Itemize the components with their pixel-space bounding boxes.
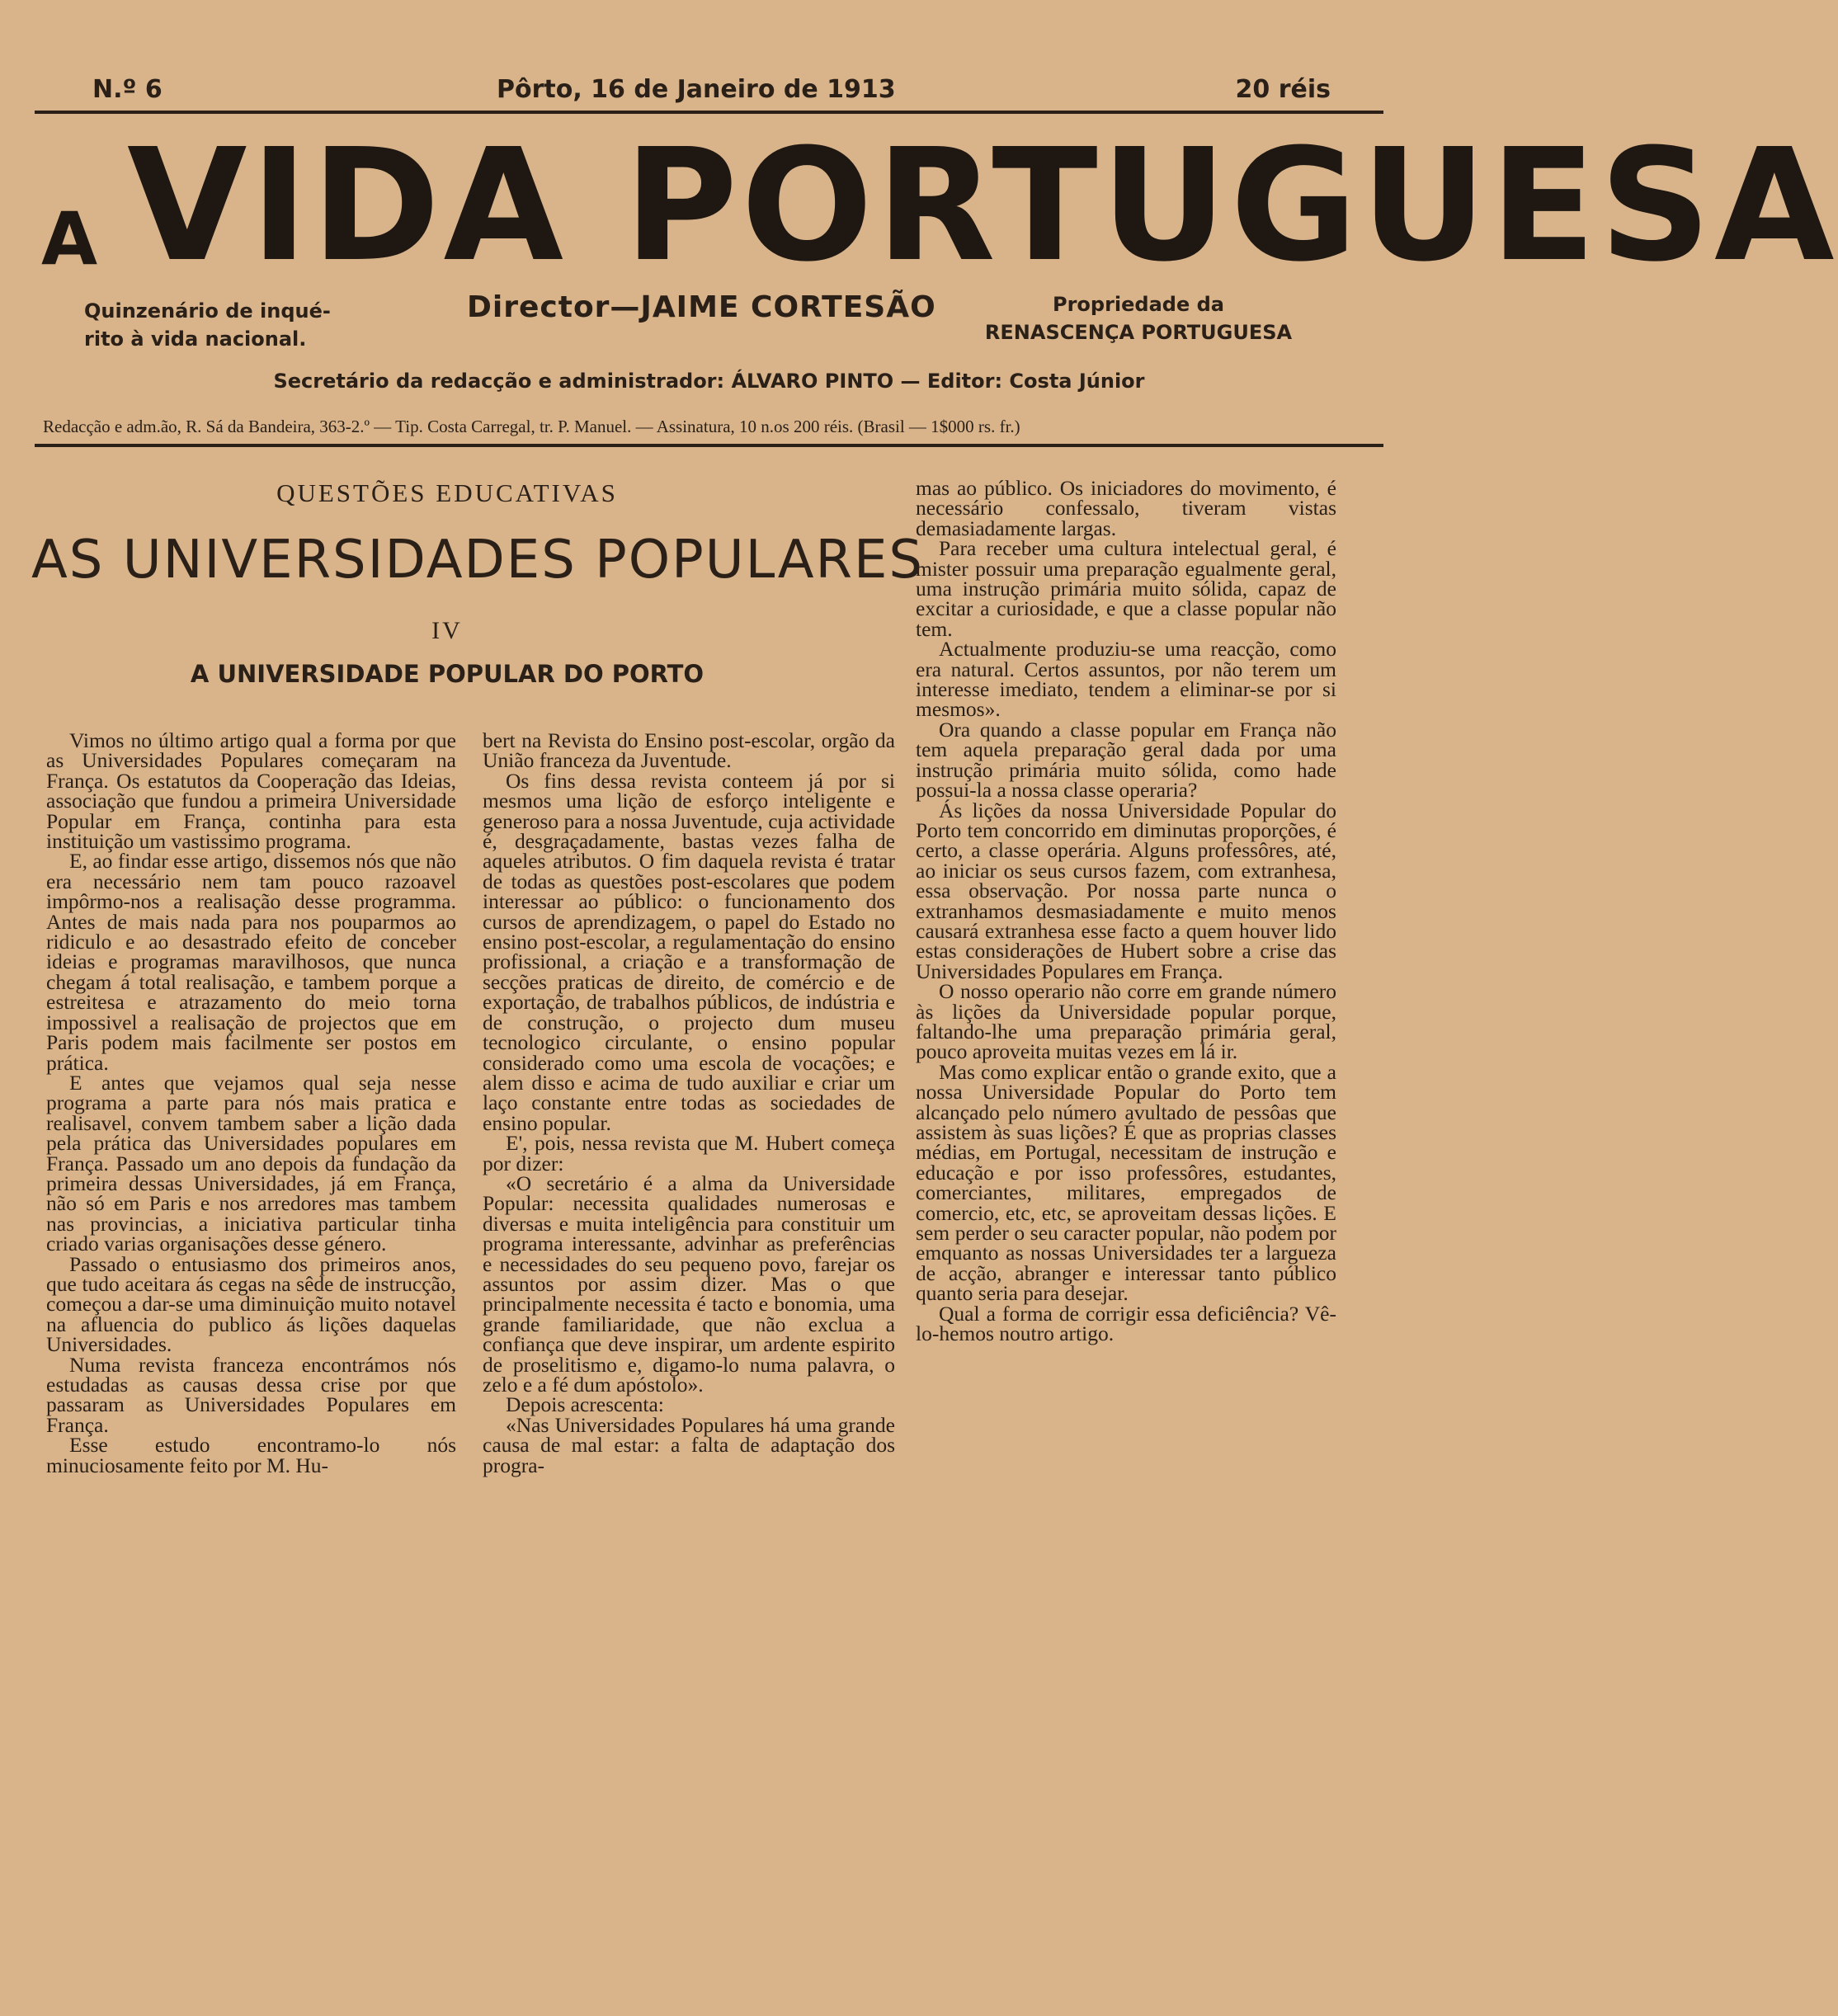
article-part: IV [431,617,463,644]
paragraph: E antes que vejamos qual seja nesse programa a parte para nós mais pratica e realisavel, convem tambem saber a lição dada pela prática das Universidades populares em França. Passado um ano depois da fundação da primeira dessas Universidades, já em França, não só em Paris e nos arredores mas tambem nas provincias, a iniciativa particular tinha criado varias organisações desse género. [46,1070,456,1256]
masthead-article: A [41,196,98,281]
tagline-line-2: rito à vida nacional. [84,327,307,351]
director: Director—JAIME CORTESÃO [467,290,936,324]
column-2 [483,728,895,1477]
paragraph: Para receber uma cultura intelectual geral, é mister possuir uma preparação egualmente geral, uma instrução primária muito sólida, capaz de excitar a curiosidade, e que a classe popular não tem. [916,536,1336,641]
paragraph: «Nas Universidades Populares há uma grande causa de mal estar: a falta de adaptação dos progra- [483,1412,895,1477]
paragraph: Ás lições da nossa Universidade Popular do Porto tem concorrido em diminutas proporções, é certo, a classe operária. Alguns professôres, até, ao iniciar os seus cursos fazem, com extranhesa, essa observação. Por nossa parte nunca o extranhamos desmasiadamente e muito menos causará extranhesa esse facto a quem houver lido estas considerações de Hubert sobre a crise das Universidades Populares em França. [916,798,1336,983]
column-3 [916,478,1336,1344]
masthead-bottom-rule [35,444,1383,447]
property-line-2: RENASCENÇA PORTUGUESA [984,321,1293,344]
paragraph: «O secretário é a alma da Universidade Popular: necessita qualidades numerosas e diversas e muita inteligência para constituir um programa interessante, advinhar as preferências e necessidades do seu pequeno povo, farejar os assuntos por assim dizer. Mas o que principalmente necessita é tacto e bonomia, uma grande familiaridade, que não exclua a confiança que deve inspirar, um ardente espirito de proselitismo e, digamo-lo numa palavra, o zelo e a fé dum apóstolo». [483,1171,895,1397]
tagline-line-1: Quinzenário de inqué- [84,299,331,323]
paragraph: Os fins dessa revista conteem já por si mesmos uma lição de esforço inteligente e generoso para a nossa Juventude, cuja actividade é, desgraçadamente, bastas vezes falha de aqueles atributos. O fim daquela revista é tratar de todas as questões post-escolares que podem interessar ao público: o funcionamento dos cursos de aprendizagem, o papel do Estado no ensino post-escolar, a regulamentação do ensino profissional, a criação e a transformação de secções praticas de direito, de comércio e de exportação, de trabalhos públicos, de indústria e de construção, o projecto dum museu tecnologico circulante, o ensino popular considerado como uma escola de vocações; e alem disso e acima de tudo auxiliar e criar um laço constante entre todas as sociedades de ensino popular. [483,768,895,1135]
paragraph: Esse estudo encontramo-lo nós minuciosamente feito por M. Hu- [46,1433,456,1477]
price: 20 réis [1235,75,1331,104]
paragraph: Mas como explicar então o grande exito, que a nossa Universidade Popular do Porto tem alcançado pelo número avultado de pessôas que assistem às suas lições? É que as proprias classes médias, em Portugal, necessitam de instrução e educação e por isso professôres, estudantes, comerciantes, militares, empregados de comercio, etc, etc, se aproveitam dessas lições. E sem perder o seu caracter popular, não podem por emquanto as nossas Universidades ter a largueza de acção, abranger e interessar tanto público quanto seria para desejar. [916,1059,1336,1306]
address-line: Redacção e adm.ão, R. Sá da Bandeira, 363-2.º — Tip. Costa Carregal, tr. P. Manuel. — Assinatura, 10 n.os 200 réis. (Brasil — 1$000 rs. fr.) [43,417,1020,436]
top-rule [35,111,1383,114]
paragraph: Passado o entusiasmo dos primeiros anos, que tudo aceitara ás cegas na sêde de instrucção, começou a dar-se uma diminuição muito notavel na afluencia do publico ás lições daquelas Universidades. [46,1251,456,1357]
masthead-title: VIDA PORTUGUESA [127,115,1838,296]
tagline [84,297,331,353]
dateline: Pôrto, 16 de Janeiro de 1913 [497,75,896,104]
paragraph: Numa revista franceza encontrámos nós estudadas as causas dessa crise por que passaram as Universidades Populares em França. [46,1352,456,1437]
paragraph: Qual a forma de corrigir essa deficiência? Vê-lo-hemos noutro artigo. [916,1301,1336,1346]
paragraph: mas ao público. Os iniciadores do movimento, é necessário confessalo, tiveram vistas demasiadamente largas. [916,476,1336,540]
column-1 [46,728,456,1477]
top-line [35,66,1383,112]
paragraph: Depois acrescenta: [506,1392,664,1417]
property [965,290,1312,346]
paragraph: Vimos no último artigo qual a forma por que as Universidades Populares começaram na França. Os estatutos da Cooperação das Ideias, associação que fundou a primeira Universidade Popular em França, continha para esta instituição um vastissimo programa. [46,728,456,854]
article-headline: AS UNIVERSIDADES POPULARES [31,530,924,591]
paragraph: bert na Revista do Ensino post-escolar, orgão da União franceza da Juventude. [483,728,895,773]
issue-number: N.º 6 [92,75,163,104]
property-line-1: Propriedade da [1053,293,1224,316]
paragraph: E, ao findar esse artigo, dissemos nós que não era necessário nem tam pouco razoavel impôrmo-nos a realisação desse programma. Antes de mais nada para nos pouparmos ao ridiculo e ao desastrado efeito de conceber ideias e programas maravilhosos, que nunca chegam á total realisação, e tambem porque a estreitesa e atrazamento do meio torna impossivel a realisação de projectos que em Paris podem mais facilmente ser postos em prática. [46,849,456,1075]
paragraph: O nosso operario não corre em grande número às lições da Universidade popular porque, faltando-lhe uma preparação primária geral, pouco aproveita muitas vezes em lá ir. [916,979,1336,1064]
article-kicker: QUESTÕES EDUCATIVAS [276,478,618,507]
article-subhead: A UNIVERSIDADE POPULAR DO PORTO [190,660,705,688]
paragraph: Ora quando a classe popular em França não tem aquela preparação geral dada por uma instrução primária muito sólida, como hade possui-la a nossa classe operaria? [916,717,1336,803]
masthead [35,115,1838,296]
paragraph: Actualmente produziu-se uma reacção, como era natural. Certos assuntos, por não terem um interesse imediato, tendem a eliminar-se por si mesmos». [916,637,1336,722]
paragraph: E', pois, nessa revista que M. Hubert começa por dizer: [483,1131,895,1175]
secretary-line: Secretário da redacção e administrador: ÁLVARO PINTO — Editor: Costa Júnior [273,370,1145,393]
